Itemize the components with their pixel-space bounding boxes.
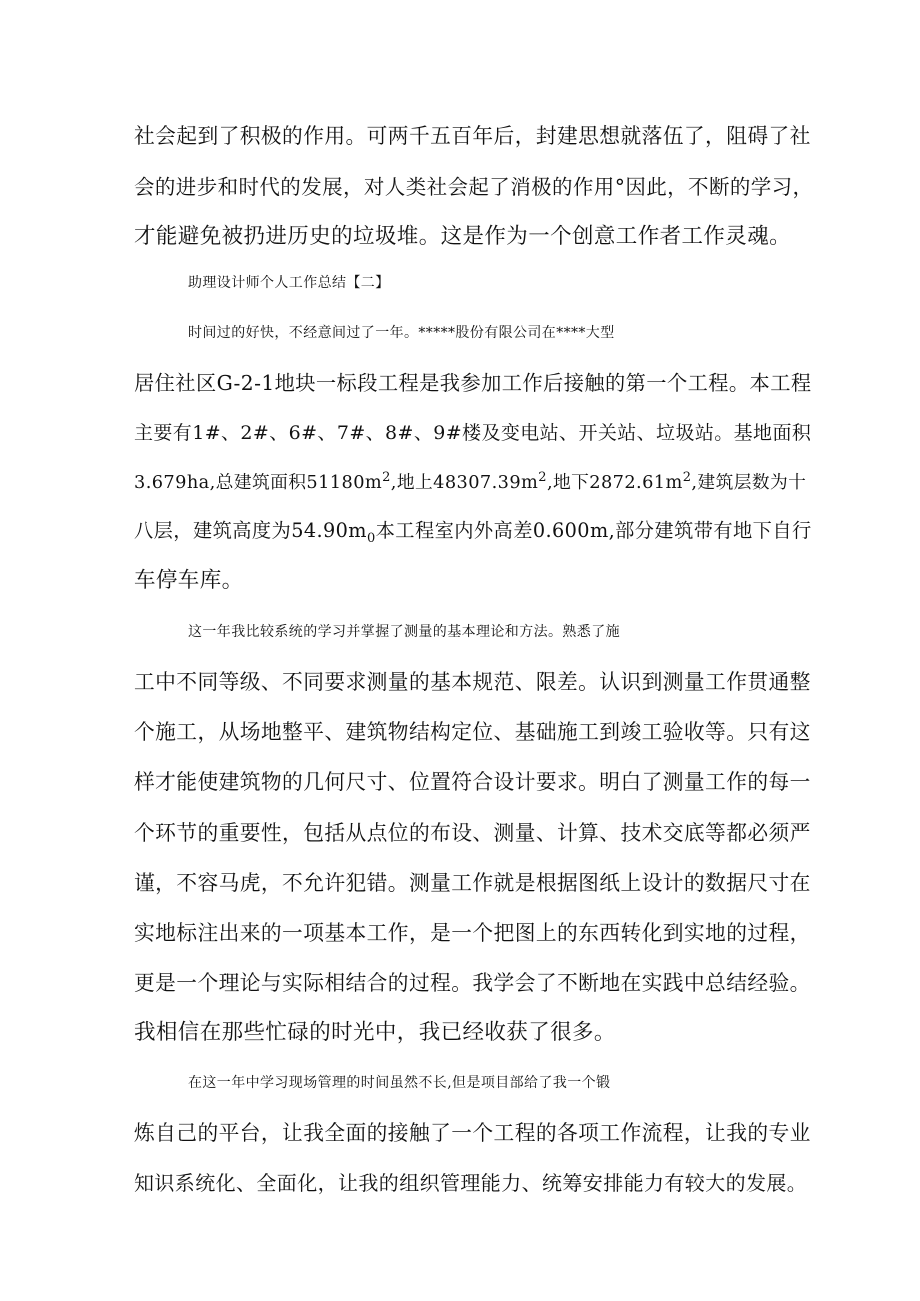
text-line: 社会起到了积极的作用。可两千五百年后，封建思想就落伍了，阻碍了社 xyxy=(134,124,811,148)
section-heading: 助理设计师个人工作总结【二】 xyxy=(188,275,390,291)
text-line: 这一年我比较系统的学习并掌握了测量的基本理论和方法。熟悉了施 xyxy=(188,624,620,640)
superscript: 2 xyxy=(382,470,391,486)
text-segment: 3.679ha,总建筑面积51180m xyxy=(134,473,383,493)
text-line: 在这一年中学习现场管理的时间虽然不长,但是项目部给了我一个锻 xyxy=(188,1075,611,1091)
superscript: 2 xyxy=(538,470,547,486)
text-segment: 八层，建筑高度为54.90m xyxy=(134,519,367,542)
text-line: 我相信在那些忙碌的时光中，我已经收获了很多。 xyxy=(134,1020,616,1045)
text-line: 才能避免被扔进历史的垃圾堆。这是作为一个创意工作者工作灵魂。 xyxy=(134,224,792,249)
text-segment: ,建筑层数为十 xyxy=(691,473,807,493)
text-line: 居住社区G-2-1地块一标段工程是我参加工作后接触的第一个工程。本工程 xyxy=(134,371,812,395)
text-line: 更是一个理论与实际相结合的过程。我学会了不断地在实践中总结经验。 xyxy=(134,971,811,995)
text-line: 车停车库。 xyxy=(134,568,244,593)
text-line: 知识系统化、全面化，让我的组织管理能力、统筹安排能力有较大的发展。 xyxy=(134,1171,808,1195)
superscript: 2 xyxy=(682,470,692,486)
text-segment: ,地上48307.39m xyxy=(390,473,539,493)
text-line-with-subscript xyxy=(134,516,814,546)
text-line: 样才能使建筑物的几何尺寸、位置符合设计要求。明白了测量工作的每一 xyxy=(134,770,811,794)
text-line: 个施工，从场地整平、建筑物结构定位、基础施工到竣工验收等。只有这 xyxy=(134,720,811,744)
text-line: 谨，不容马虎，不允许犯错。测量工作就是根据图纸上设计的数据尺寸在 xyxy=(134,871,811,895)
text-line-with-units xyxy=(134,468,814,498)
text-segment: 本工程室内外高差0.600m,部分建筑带有地下自行 xyxy=(375,519,812,542)
text-line: 实地标注出来的一项基本工作，是一个把图上的东西转化到实地的过程， xyxy=(134,921,811,945)
text-line: 主要有1#、2#、6#、7#、8#、9#楼及变电站、开关站、垃圾站。基地面积 xyxy=(134,422,812,444)
text-line: 炼自己的平台，让我全面的接触了一个工程的各项工作流程，让我的专业 xyxy=(134,1121,811,1145)
text-line: 会的进步和时代的发展，对人类社会起了消极的作用°因此，不断的学习， xyxy=(134,175,814,199)
text-segment: ,地下2872.61m xyxy=(546,473,683,493)
text-line: 工中不同等级、不同要求测量的基本规范、限差。认识到测量工作贯通整 xyxy=(134,670,811,694)
text-line: 时间过的好快，不经意间过了一年。*****股份有限公司在****大型 xyxy=(188,325,615,341)
subscript: 0 xyxy=(366,530,376,546)
text-line: 个环节的重要性，包括从点位的布设、测量、计算、技术交底等都必须严 xyxy=(134,821,811,845)
